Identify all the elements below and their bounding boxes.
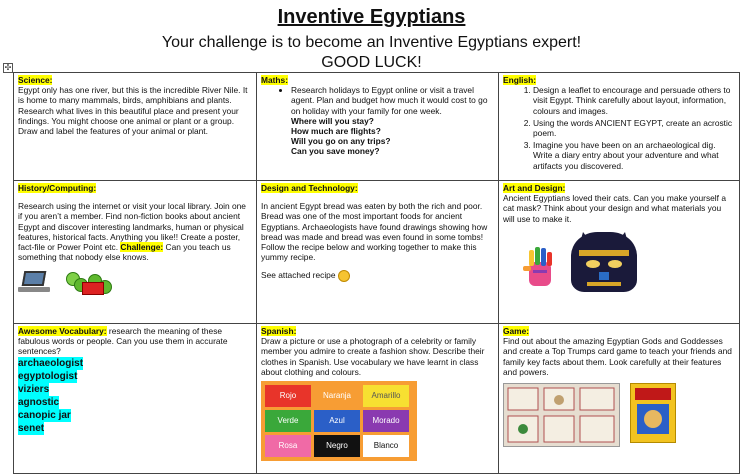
history-text: Research using the internet or visit your local library. Join one if you aren’t a member. Find non-fiction books about ancient Egypt and discover interesting landmarks, human or physical features, historical facts. Anything you like!! Create a poster, fact-file or Power Point etc. — [18, 201, 246, 253]
vocab-word: canopic jar — [18, 409, 71, 421]
history-cell — [14, 181, 257, 324]
colour-swatch: Negro — [314, 435, 360, 457]
english-item-2: 2. Using the words ANCIENT EGYPT, create an acrostic poem. — [533, 118, 735, 138]
bookworm-image — [64, 268, 112, 296]
page-subtitle: Your challenge is to become an Inventive Egyptians expert! — [161, 34, 582, 51]
english-heading: English: — [503, 75, 537, 85]
table-move-handle-icon[interactable]: ✣ — [4, 63, 12, 72]
vocab-word: archaeologist — [18, 357, 84, 369]
history-challenge-text: Can you teach us something that nobody else knows. — [18, 242, 231, 263]
dt-text-3: See attached recipe — [261, 270, 336, 281]
gods-poster-image — [503, 383, 620, 447]
english-item-1: 1. Design a leaflet to encourage and persuade others to visit Egypt. Think carefully about layout, information, colours and images. — [533, 85, 735, 116]
art-text: Ancient Egyptians loved their cats. Can you make yourself a cat mask? Think about your design and what materials you will use to make it. — [503, 193, 726, 224]
history-challenge-label: Challenge: — [120, 242, 164, 253]
colour-swatch: Blanco — [363, 435, 409, 457]
science-cell — [14, 73, 257, 181]
art-heading: Art and Design: — [503, 183, 566, 193]
science-text-2: Research what lives in this beautiful place and present your findings. You might choose one animal or plant or a group. Draw and label the features of your animal or plant. — [18, 105, 239, 137]
activity-grid — [13, 72, 740, 474]
dt-text-1: In ancient Egypt bread was eaten by both the rich and poor. Bread was one of the most important foods for ancient Egyptians. Archaeologists have found drawings showing how bread was made and bread was even found in some tombs! — [261, 201, 488, 242]
page-subtitle-good-luck: GOOD LUCK! — [321, 54, 422, 71]
spanish-heading: Spanish: — [261, 326, 297, 336]
smiley-face-icon — [338, 270, 350, 282]
colour-swatch: Amarillo — [363, 385, 409, 407]
vocab-word: agnostic — [18, 396, 60, 408]
vocab-text: research the meaning of these fabulous words or people. Can you use them in accurate sentences? — [18, 326, 228, 357]
colour-swatch: Morado — [363, 410, 409, 432]
colour-swatch: Rojo — [265, 385, 311, 407]
vocabulary-cell — [14, 324, 257, 474]
colour-swatch: Azul — [314, 410, 360, 432]
vocab-word: egyptologist — [18, 370, 78, 382]
spanish-cell — [257, 324, 499, 474]
science-text-1: Egypt only has one river, but this is the incredible River Nile. It is home to many mammals, birds, amphibians and plants. — [18, 85, 248, 106]
dt-text-2: Follow the recipe below and working together to make this yummy recipe. — [261, 242, 477, 263]
maths-question-3: Will you go on any trips? — [291, 136, 391, 147]
dt-heading: Design and Technology: — [261, 183, 358, 193]
vocab-word: viziers — [18, 383, 50, 395]
top-trumps-cards-image — [630, 383, 676, 443]
maths-item: Research holidays to Egypt online or visit a travel agent. Plan and budget how much it would cost to go on holiday with your family for one week. — [291, 85, 488, 116]
maths-heading: Maths: — [261, 75, 288, 85]
game-text: Find out about the amazing Egyptian Gods and Goddesses and create a Top Trumps card game to teach your friends and family key facts about them. Look carefully at their features and powers. — [503, 336, 732, 377]
colour-swatch: Verde — [265, 410, 311, 432]
english-cell — [499, 73, 740, 181]
vocab-word: senet — [18, 422, 45, 434]
painted-hand-image — [523, 246, 559, 292]
colour-swatch: Naranja — [314, 385, 360, 407]
maths-question-2: How much are flights? — [291, 126, 381, 137]
cat-mask-image — [571, 232, 637, 292]
maths-question-1: Where will you stay? — [291, 115, 374, 126]
english-item-3: 3. Imagine you have been on an archaeological dig. Write a diary entry about your adventure and what artifacts you discovered. — [533, 140, 735, 171]
maths-cell — [257, 73, 499, 181]
design-technology-cell — [257, 181, 499, 324]
art-design-cell — [499, 181, 740, 324]
maths-question-4: Can you save money? — [291, 146, 380, 157]
game-cell — [499, 324, 740, 474]
laptop-image — [18, 271, 50, 293]
history-heading: History/Computing: — [18, 183, 97, 193]
page-title: Inventive Egyptians — [277, 6, 466, 28]
spanish-colours-chart — [261, 381, 417, 461]
spanish-text: Draw a picture or use a photograph of a celebrity or family member you admire to create a fashion show. Describe their clothes in Spanish. Use vocabulary we have learnt in class about clothing and colours. — [261, 336, 485, 377]
vocab-heading: Awesome Vocabulary: — [18, 326, 107, 336]
game-heading: Game: — [503, 326, 530, 336]
colour-swatch: Rosa — [265, 435, 311, 457]
science-heading: Science: — [18, 75, 53, 85]
